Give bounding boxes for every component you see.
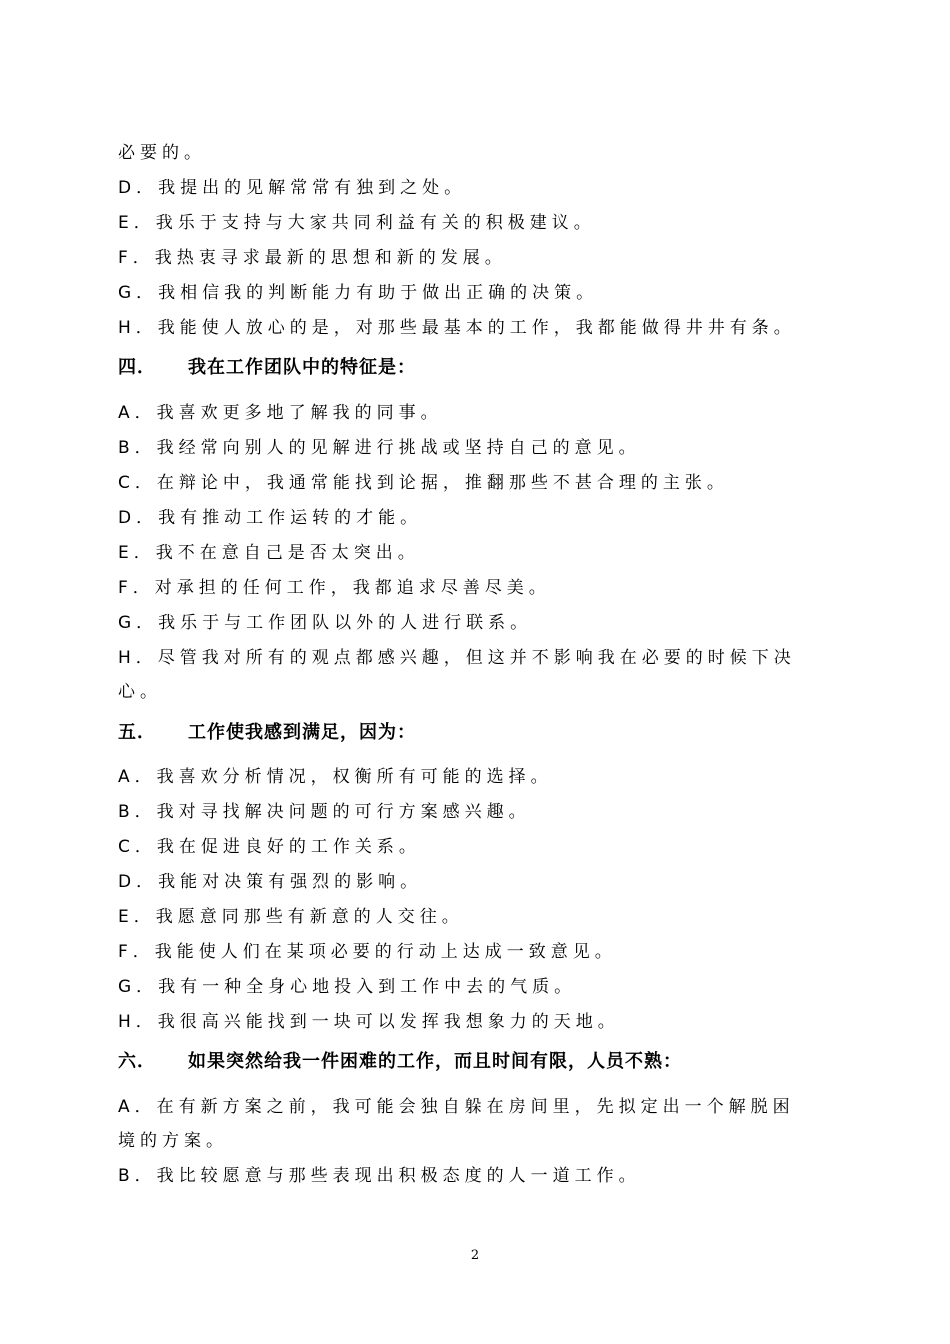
section-heading <box>118 356 416 380</box>
option-f: F．我能使人们在某项必要的行动上达成一致意见。 <box>118 942 617 962</box>
option-e: E．我不在意自己是否太突出。 <box>118 543 420 563</box>
section-number: 五． <box>118 722 156 743</box>
section-number: 四． <box>118 357 156 378</box>
section-title: 如果突然给我一件困难的工作，而且时间有限，人员不熟： <box>188 1051 682 1072</box>
section-title: 我在工作团队中的特征是： <box>188 357 416 378</box>
option-b: B．我比较愿意与那些表现出积极态度的人一道工作。 <box>118 1166 641 1186</box>
option-h: H．我很高兴能找到一块可以发挥我想象力的天地。 <box>118 1012 620 1032</box>
option-a: A．在有新方案之前，我可能会独自躲在房间里，先拟定出一个解脱困 <box>118 1097 795 1117</box>
text-line: 必要的。 <box>118 143 206 163</box>
section-title: 工作使我感到满足，因为： <box>188 722 416 743</box>
option-e: E．我愿意同那些有新意的人交往。 <box>118 907 464 927</box>
option-g: G．我有一种全身心地投入到工作中去的气质。 <box>118 977 577 997</box>
option-c: C．我在促进良好的工作关系。 <box>118 837 421 857</box>
option-a: A．我喜欢更多地了解我的同事。 <box>118 403 443 423</box>
option-g: G．我相信我的判断能力有助于做出正确的决策。 <box>118 283 599 303</box>
option-f: F．我热衷寻求最新的思想和新的发展。 <box>118 248 507 268</box>
option-h-continuation: 心。 <box>118 682 162 702</box>
section-number: 六． <box>118 1051 156 1072</box>
option-d: D．我有推动工作运转的才能。 <box>118 508 423 528</box>
option-a: A．我喜欢分析情况，权衡所有可能的选择。 <box>118 767 553 787</box>
option-e: E．我乐于支持与大家共同利益有关的积极建议。 <box>118 213 596 233</box>
option-d: D．我提出的见解常常有独到之处。 <box>118 178 467 198</box>
option-h: H．尽管我对所有的观点都感兴趣，但这并不影响我在必要的时候下决 <box>118 648 796 668</box>
option-h: H．我能使人放心的是，对那些最基本的工作，我都能做得井井有条。 <box>118 318 796 338</box>
option-b: B．我经常向别人的见解进行挑战或坚持自己的意见。 <box>118 438 641 458</box>
section-heading <box>118 1050 682 1074</box>
page-number: 2 <box>470 1248 480 1263</box>
option-d: D．我能对决策有强烈的影响。 <box>118 872 423 892</box>
section-heading <box>118 721 416 745</box>
option-f: F．对承担的任何工作，我都追求尽善尽美。 <box>118 578 551 598</box>
option-g: G．我乐于与工作团队以外的人进行联系。 <box>118 613 533 633</box>
option-b: B．我对寻找解决问题的可行方案感兴趣。 <box>118 802 531 822</box>
option-c: C．在辩论中，我通常能找到论据，推翻那些不甚合理的主张。 <box>118 473 729 493</box>
option-a-continuation: 境的方案。 <box>118 1131 228 1151</box>
